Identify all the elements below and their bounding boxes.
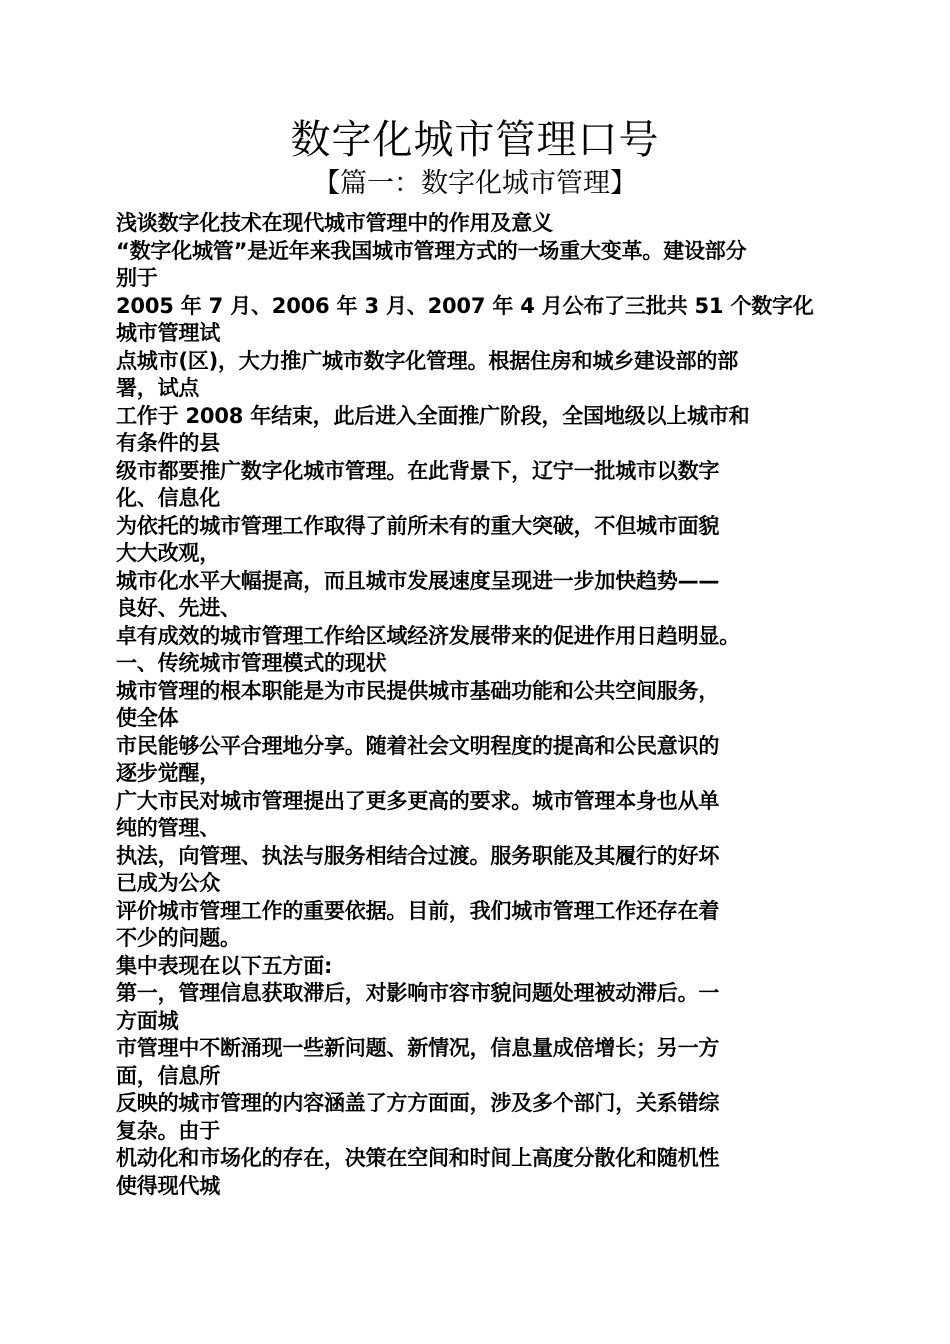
text-line: 城市化水平大幅提高，而且城市发展速度呈现进一步加快趋势—— bbox=[116, 568, 720, 593]
text-line: 有条件的县 bbox=[116, 431, 220, 455]
text-line: 使得现代城 bbox=[116, 1173, 220, 1198]
text-line: 一、传统城市管理模式的现状 bbox=[116, 651, 387, 675]
text-line: 复杂。由于 bbox=[116, 1118, 220, 1143]
text-line: 市管理中不断涌现一些新问题、新情况，信息量成倍增长；另一方 bbox=[116, 1036, 720, 1060]
document-title: 数字化城市管理口号 bbox=[290, 117, 660, 163]
text-line: 市民能够公平合理地分享。随着社会文明程度的提高和公民意识的 bbox=[116, 733, 720, 758]
document-subtitle: 【篇一：数字化城市管理】 bbox=[313, 168, 637, 199]
text-line: 广大市民对城市管理提出了更多更高的要求。城市管理本身也从单 bbox=[116, 788, 720, 813]
text-line: 城市管理试 bbox=[116, 321, 220, 345]
text-line: 方面城 bbox=[116, 1008, 179, 1033]
text-line: 为依托的城市管理工作取得了前所未有的重大突破，不但城市面貌 bbox=[116, 513, 720, 538]
text-line: 第一，管理信息获取滞后，对影响市容市貌问题处理被动滞后。一 bbox=[116, 981, 720, 1005]
text-line: 别于 bbox=[116, 266, 158, 290]
text-line: 使全体 bbox=[116, 706, 179, 730]
text-line: 评价城市管理工作的重要依据。目前，我们城市管理工作还存在着 bbox=[116, 898, 720, 923]
text-line: 执法，向管理、执法与服务相结合过渡。服务职能及其履行的好坏 bbox=[116, 843, 720, 868]
text-line: 化、信息化 bbox=[116, 486, 220, 510]
text-line: 良好、先进、 bbox=[116, 596, 241, 620]
text-line: 工作于 2008 年结束，此后进入全面推广阶段，全国地级以上城市和 bbox=[116, 403, 750, 428]
text-line: 级市都要推广数字化城市管理。在此背景下，辽宁一批城市以数字 bbox=[116, 458, 720, 483]
text-line: 逐步觉醒， bbox=[116, 761, 220, 785]
text-line: 反映的城市管理的内容涵盖了方方面面，涉及多个部门，关系错综 bbox=[116, 1091, 720, 1115]
text-line: “数字化城管”是近年来我国城市管理方式的一场重大变革。建设部分 bbox=[116, 238, 747, 263]
text-line: 卓有成效的城市管理工作给区域经济发展带来的促进作用日趋明显。 bbox=[116, 623, 740, 648]
text-line: 大大改观， bbox=[116, 541, 220, 565]
text-line: 纯的管理、 bbox=[116, 816, 220, 840]
text-line: 点城市(区)，大力推广城市数字化管理。根据住房和城乡建设部的部 bbox=[116, 348, 738, 373]
text-line: 署，试点 bbox=[116, 376, 200, 400]
text-line: 浅谈数字化技术在现代城市管理中的作用及意义 bbox=[116, 211, 553, 235]
text-line: 城市管理的根本职能是为市民提供城市基础功能和公共空间服务， bbox=[116, 678, 720, 703]
text-line: 面，信息所 bbox=[116, 1063, 220, 1088]
text-line: 已成为公众 bbox=[116, 871, 220, 895]
text-line: 集中表现在以下五方面: bbox=[116, 953, 333, 978]
text-line: 2005 年 7 月、2006 年 3 月、2007 年 4 月公布了三批共 51 个数字化 bbox=[116, 293, 814, 318]
text-line: 不少的问题。 bbox=[116, 926, 241, 950]
text-line: 机动化和市场化的存在，决策在空间和时间上高度分散化和随机性 bbox=[116, 1146, 720, 1170]
document-body bbox=[116, 210, 836, 1200]
